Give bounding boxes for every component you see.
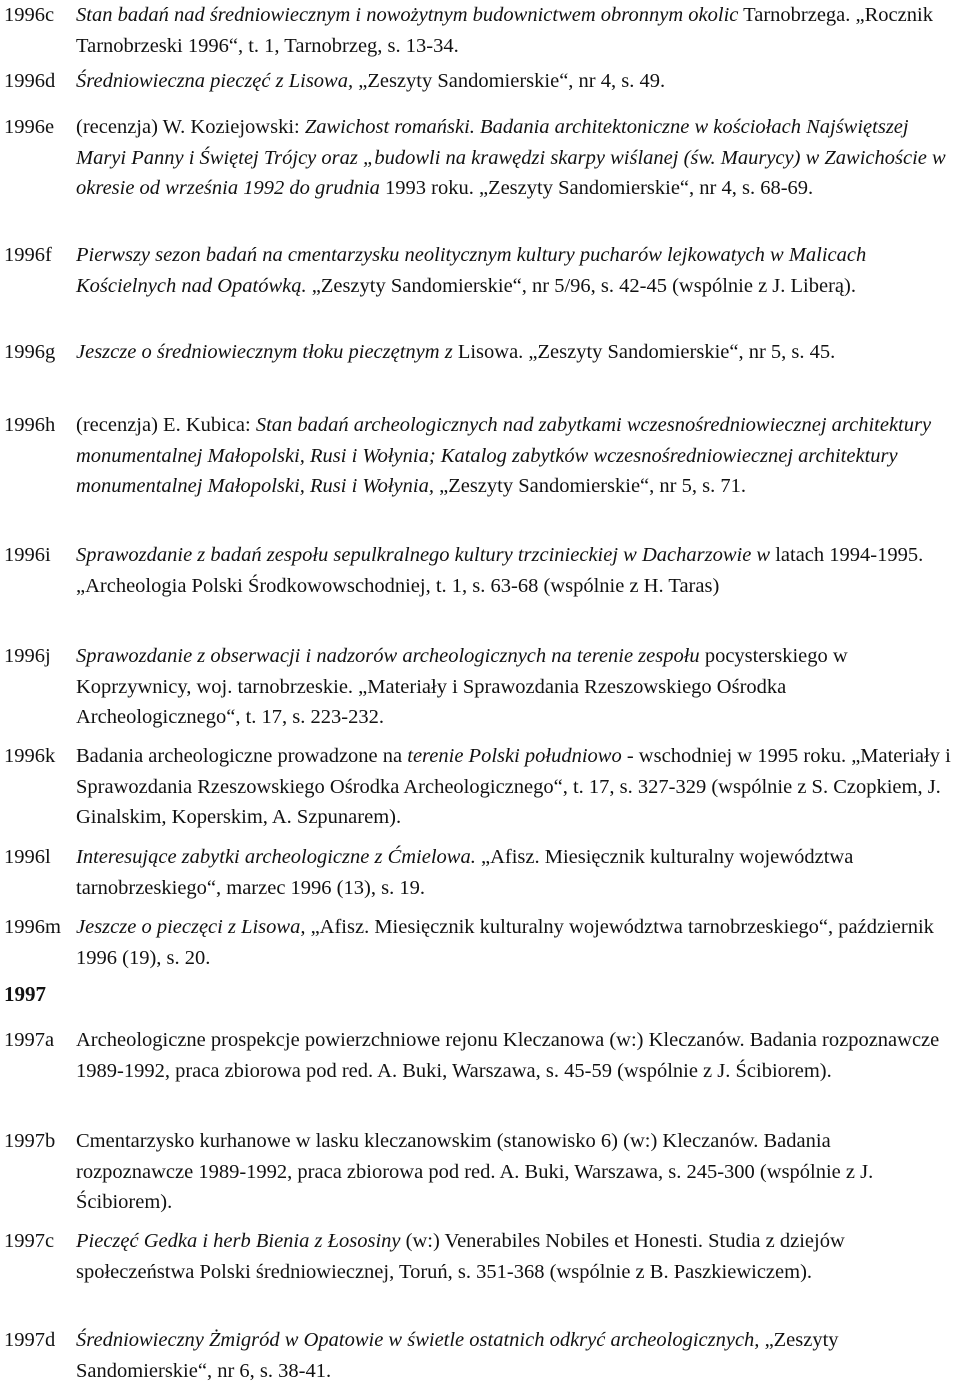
entry-detail: Cmentarzysko kurhanowe w lasku kleczanowskim (stanowisko 6) (w:) Kleczanów. Badania rozpoznawcze 1989-1992, praca zbiorowa pod red. A. Buki, Warszawa, s. 245-300 (wspólnie z J. Ścibiorem). [76,1130,874,1213]
bibliography-entry [0,912,960,973]
entry-detail: „Zeszyty Sandomierskie“, nr 5/96, s. 42-45 (wspólnie z J. Liberą). [311,274,856,297]
bibliography-entry [0,240,960,301]
entry-text [76,66,952,97]
entry-detail: „Zeszyty Sandomierskie“, nr 5, s. 71. [439,475,746,497]
bibliography-entry [0,1325,960,1386]
bibliography-entry [0,66,960,97]
entry-detail: (w:) Venerabiles Nobiles et Honesti. Studia z dziejów społeczeństwa Polski średniowiecznej, Toruń, s. 351-368 (wspólnie z B. Paszkiewiczem). [76,1230,845,1283]
bibliography-entry [0,641,960,733]
entry-detail: (recenzja) W. Koziejowski: [76,116,305,138]
entry-text [76,741,952,833]
entry-title: Interesujące zabytki archeologiczne z Ćmielowa. [76,846,481,868]
year-heading: 1997 [4,982,46,1006]
entry-text [76,842,952,903]
entry-text [76,1025,952,1086]
entry-code: 1996j [4,645,51,667]
entry-detail: pocysterskiego w Koprzywnicy, woj. tarnobrzeskie. „Materiały i Sprawozdania Rzeszowskiego Ośrodka Archeologicznego“, t. 17, s. 223-232. [76,645,848,728]
entry-code: 1996e [4,116,55,138]
entry-text [76,0,952,61]
bibliography-entry [0,1226,960,1287]
bibliography-entry [0,1126,960,1218]
bibliography-entry [0,540,960,601]
entry-detail: „Afisz. Miesięcznik kulturalny województwa tarnobrzeskiego“, marzec 1996 (13), s. 19. [76,846,854,899]
bibliography-entry [0,1025,960,1086]
entry-text [76,540,952,601]
bibliography-entry [0,842,960,903]
entry-title: Stan badań nad średniowiecznym i nowożytnym budownictwem obronnym okolic [76,4,739,26]
entry-title: Jeszcze o średniowiecznym tłoku pieczętnym z [76,341,458,363]
entry-title: Średniowieczna pieczęć z Lisowa, [76,70,359,92]
bibliography-entry [0,741,960,833]
entry-detail: Badania archeologiczne prowadzone na [76,745,408,767]
entry-code: 1997c [4,1230,55,1252]
entry-text [76,912,952,973]
bibliography-entry [0,0,960,61]
entry-text [76,112,952,204]
bibliography-entry [0,112,960,204]
entry-code: 1996c [4,4,55,26]
entry-code: 1996i [4,544,51,566]
entry-code: 1996m [4,916,61,938]
entry-title: Jeszcze o pieczęci z Lisowa, [76,916,311,938]
entry-detail: „Afisz. Miesięcznik kulturalny województwa tarnobrzeskiego“, październik 1996 (19), s. 20. [76,916,934,969]
entry-code: 1996d [4,70,56,92]
entry-detail: Tarnobrzega. „Rocznik Tarnobrzeski 1996“, t. 1, Tarnobrzeg, s. 13-34. [76,4,933,57]
entry-code: 1996k [4,745,56,767]
entry-detail: Lisowa. „Zeszyty Sandomierskie“, nr 5, s. 45. [457,341,836,363]
entry-code: 1996g [4,341,56,363]
entry-title: Sprawozdanie z obserwacji i nadzorów archeologicznych na terenie zespołu [76,645,700,667]
bibliography-entry [0,337,960,368]
entry-code: 1997a [4,1029,55,1051]
entry-detail: „Zeszyty Sandomierskie“, nr 4, s. 49. [358,70,666,92]
entry-code: 1996h [4,414,56,436]
entry-title: terenie Polski południowo [407,745,622,767]
entry-code: 1997b [4,1130,56,1152]
entry-text [76,641,952,733]
entry-detail: latach 1994-1995. „Archeologia Polski Środkowowschodniej, t. 1, s. 63-68 (wspólnie z H. Taras) [76,544,924,597]
entry-detail: „Zeszyty Sandomierskie“, nr 6, s. 38-41. [76,1329,839,1382]
entry-detail: (recenzja) E. Kubica: [76,414,256,436]
entry-text [76,1325,952,1386]
entry-code: 1997d [4,1329,56,1351]
entry-code: 1996l [4,846,51,868]
entry-title: Średniowieczny Żmigród w Opatowie w świetle ostatnich odkryć archeologicznych, [76,1329,765,1351]
entry-detail: - wschodniej w 1995 roku. „Materiały i Sprawozdania Rzeszowskiego Ośrodka Archeologicznego“, t. 17, s. 327-329 (wspólnie z S. Czopkiem, J. Ginalskim, Koperskim, A. Szpunarem). [76,745,951,828]
entry-title: Zawichost romański. Badania architektoniczne w kościołach Najświętszej Maryi Panny i Świętej Trójcy oraz „budowli na krawędzi skarpy wiślanej (św. Maurycy) w Zawichoście w okresie od września 1992 do grudnia [76,116,946,199]
entry-text [76,410,952,502]
entry-title: Pieczęć Gedka i herb Bienia z Łososiny [76,1230,406,1252]
entry-text [76,1126,952,1218]
entry-title: Sprawozdanie z badań zespołu sepulkralnego kultury trzcinieckiej w Dacharzowie w [76,544,771,566]
entry-title: Stan badań archeologicznych nad zabytkami wczesnośredniowiecznej architektury monumentalnej Małopolski, Rusi i Wołynia; Katalog zabytków wczesnośredniowiecznej architektury monumentalnej Małopolski, Rusi i Wołynia, [76,414,932,497]
entry-code: 1996f [4,244,52,266]
entry-text [76,240,952,301]
bibliography-entry [0,410,960,502]
entry-text [76,337,952,368]
entry-text [76,1226,952,1287]
entry-title: Pierwszy sezon badań na cmentarzysku neolitycznym kultury pucharów lejkowatych w Malicach Kościelnych nad Opatówką. [76,244,867,297]
entry-detail: 1993 roku. „Zeszyty Sandomierskie“, nr 4, s. 68-69. [379,177,814,199]
entry-detail: Archeologiczne prospekcje powierzchniowe rejonu Kleczanowa (w:) Kleczanów. Badania rozpoznawcze 1989-1992, praca zbiorowa pod red. A. Buki, Warszawa, s. 45-59 (wspólnie z J. Ścibiorem). [76,1029,940,1082]
